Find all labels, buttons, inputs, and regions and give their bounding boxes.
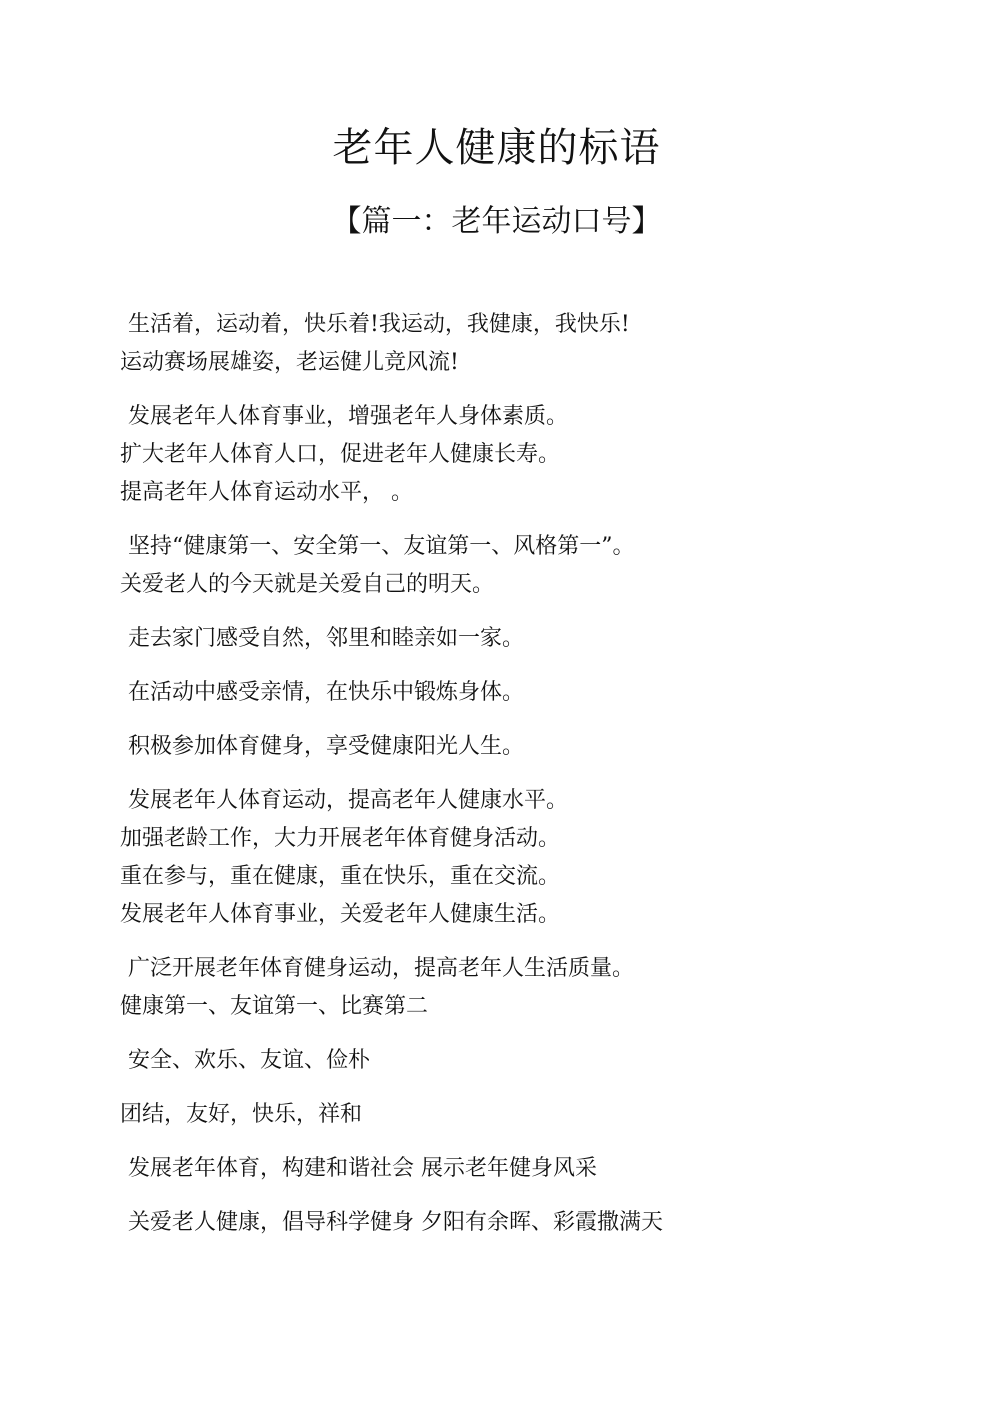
slogan-line: 发展老年体育，构建和谐社会 展示老年健身风采 — [128, 1156, 597, 1181]
slogan-line: 在活动中感受亲情，在快乐中锻炼身体。 — [128, 680, 525, 705]
slogan-paragraph — [120, 1096, 920, 1134]
document-title: 老年人健康的标语 — [332, 125, 661, 171]
slogan-line: 关爱老人健康，倡导科学健身 夕阳有余晖、彩霞撒满天 — [128, 1210, 663, 1235]
slogan-paragraph — [120, 674, 920, 712]
slogan-line: 提高老年人体育运动水平， 。 — [120, 480, 413, 505]
slogan-paragraph — [120, 782, 920, 934]
slogan-paragraph — [120, 306, 920, 382]
slogan-line: 生活着，运动着，快乐着!我运动，我健康，我快乐! — [128, 312, 630, 337]
slogan-paragraph — [120, 620, 920, 658]
slogan-line: 健康第一、友谊第一、比赛第二 — [120, 994, 429, 1019]
slogan-line: 团结，友好，快乐，祥和 — [120, 1102, 363, 1127]
slogan-paragraph — [120, 528, 920, 604]
slogan-paragraph — [120, 728, 920, 766]
slogan-line: 关爱老人的今天就是关爱自己的明天。 — [120, 572, 495, 597]
document-body — [120, 306, 920, 1258]
slogan-paragraph — [120, 1204, 920, 1242]
slogan-paragraph — [120, 950, 920, 1026]
slogan-line: 发展老年人体育事业，关爱老年人健康生活。 — [120, 902, 561, 927]
slogan-line: 重在参与，重在健康，重在快乐，重在交流。 — [120, 864, 561, 889]
slogan-line: 运动赛场展雄姿，老运健儿竞风流! — [120, 350, 459, 375]
slogan-line: 坚持“健康第一、安全第一、友谊第一、风格第一”。 — [128, 534, 635, 559]
document-subtitle: 【篇一：老年运动口号】 — [331, 204, 662, 239]
slogan-line: 安全、欢乐、友谊、俭朴 — [128, 1048, 371, 1073]
slogan-line: 发展老年人体育事业，增强老年人身体素质。 — [128, 404, 569, 429]
slogan-line: 走去家门感受自然，邻里和睦亲如一家。 — [128, 626, 525, 651]
slogan-line: 发展老年人体育运动，提高老年人健康水平。 — [128, 788, 569, 813]
slogan-paragraph — [120, 1042, 920, 1080]
slogan-line: 广泛开展老年体育健身运动，提高老年人生活质量。 — [128, 956, 635, 981]
slogan-paragraph — [120, 398, 920, 512]
slogan-line: 加强老龄工作，大力开展老年体育健身活动。 — [120, 826, 561, 851]
slogan-paragraph — [120, 1150, 920, 1188]
slogan-line: 扩大老年人体育人口，促进老年人健康长寿。 — [120, 442, 561, 467]
slogan-line: 积极参加体育健身，享受健康阳光人生。 — [128, 734, 525, 759]
